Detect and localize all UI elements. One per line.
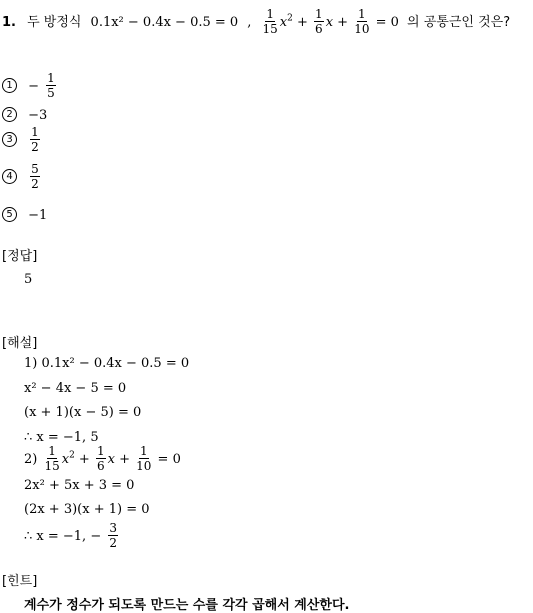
solution-line-2: x² − 4x − 5 = 0 <box>24 381 127 396</box>
solution-line-4: ∴ x = −1, 5 <box>24 430 99 445</box>
solution-line-1: 1) 0.1x² − 0.4x − 0.5 = 0 <box>24 356 190 371</box>
answer-value: 5 <box>24 272 33 287</box>
question-prefix: 두 방정식 <box>27 15 82 30</box>
hint-label: [힌트] <box>2 574 38 589</box>
choice-2[interactable]: 2 −3 <box>2 104 47 123</box>
choice-marker: 3 <box>2 132 17 147</box>
solution-line-6: 2x² + 5x + 3 = 0 <box>24 478 135 493</box>
choice-5[interactable]: 5 −1 <box>2 204 47 223</box>
eq2-frac-3: $\frac{1}{10}$ <box>354 7 370 36</box>
choice-marker: 5 <box>2 207 17 222</box>
solution-line-3: (x + 1)(x − 5) = 0 <box>24 405 142 420</box>
choice-3-frac: $\frac{1}{2}$ <box>31 125 39 154</box>
eq2-frac-1: $\frac{1}{15}$ <box>262 7 278 36</box>
solution-line-8: ∴ x = −1, − $\frac{3}{2}$ <box>24 521 117 550</box>
answer-label: [정답] <box>2 249 38 264</box>
choice-marker: 2 <box>2 107 17 122</box>
solution-label: [해설] <box>2 336 38 351</box>
choice-1[interactable]: 1 − $\frac{1}{5}$ <box>2 72 58 99</box>
choice-3[interactable] <box>2 126 42 153</box>
choice-marker: 1 <box>2 78 17 93</box>
question: 1. 두 방정식 0.1x² − 0.4x − 0.5 = 0 , $\frac{1}{15}$ $x^2$ + $\frac{1}{6}$ x + $\frac{1}{10}$ = 0 의 공통근인 것은? <box>2 7 511 36</box>
equation-separator: , <box>247 15 252 30</box>
solution-line-7: (2x + 3)(x + 1) = 0 <box>24 502 150 517</box>
choice-4[interactable] <box>2 163 42 190</box>
question-number: 1. <box>2 15 16 30</box>
choice-1-frac: $\frac{1}{5}$ <box>47 71 55 100</box>
choice-4-frac: $\frac{5}{2}$ <box>31 162 39 191</box>
equation-1: 0.1x² − 0.4x − 0.5 = 0 <box>90 15 239 30</box>
solution-line-5: 2) $\frac{1}{15}$ $x^2$ + $\frac{1}{6}$ x + $\frac{1}{10}$ = 0 <box>24 444 181 473</box>
question-suffix: 의 공통근인 것은? <box>407 15 511 30</box>
choice-marker: 4 <box>2 169 17 184</box>
eq2-frac-2: $\frac{1}{6}$ <box>315 7 323 36</box>
hint-text: 계수가 정수가 되도록 만드는 수를 각각 곱해서 계산한다. <box>24 598 350 613</box>
